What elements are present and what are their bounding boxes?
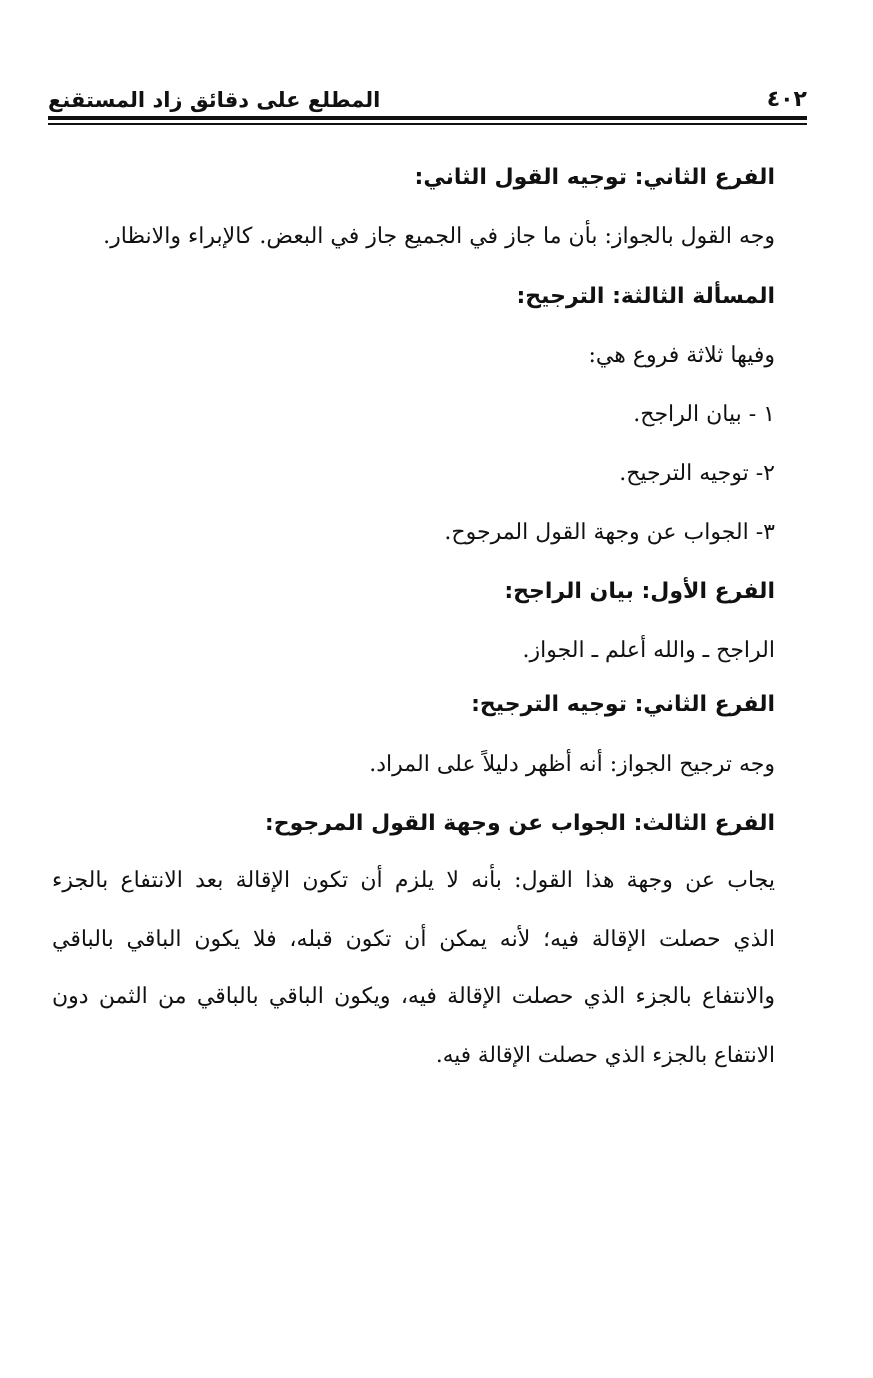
- page-number: ٤٠٢: [766, 87, 807, 112]
- page-header: [48, 78, 807, 112]
- subsection-heading: الفرع الأول: بيان الراجح:: [504, 579, 775, 604]
- running-title: المطلع على دقائق زاد المستقنع: [48, 88, 381, 112]
- section-heading: المسألة الثالثة: الترجيح:: [516, 284, 775, 309]
- subsection-heading: الفرع الثاني: توجيه الترجيح:: [471, 692, 775, 717]
- body-line: وجه ترجيح الجواز: أنه أظهر دليلاً على المراد.: [369, 752, 775, 777]
- subsection-heading: الفرع الثاني: توجيه القول الثاني:: [414, 165, 775, 190]
- header-rule-thin: [48, 123, 807, 125]
- list-item: ٢- توجيه الترجيح.: [619, 461, 775, 486]
- header-rule-thick: [48, 116, 807, 120]
- list-item: ٣- الجواب عن وجهة القول المرجوح.: [444, 520, 775, 545]
- subsection-heading: الفرع الثالث: الجواب عن وجهة القول المرجوح:: [264, 811, 775, 836]
- list-item: ١ - بيان الراجح.: [633, 402, 775, 427]
- body-line: الراجح ـ والله أعلم ـ الجواز.: [522, 638, 775, 663]
- body-line: الذي حصلت الإقالة فيه؛ لأنه يمكن أن تكون قبله، فلا يكون الباقي بالباقي: [52, 927, 775, 952]
- body-line: وجه القول بالجواز: بأن ما جاز في الجميع جاز في البعض. كالإبراء والانظار.: [103, 224, 775, 249]
- body-line: والانتفاع بالجزء الذي حصلت الإقالة فيه، ويكون الباقي بالباقي من الثمن دون: [52, 984, 775, 1009]
- body-line: الانتفاع بالجزء الذي حصلت الإقالة فيه.: [435, 1043, 775, 1068]
- body-line: وفيها ثلاثة فروع هي:: [588, 343, 775, 368]
- body-line: يجاب عن وجهة هذا القول: بأنه لا يلزم أن تكون الإقالة بعد الانتفاع بالجزء: [52, 868, 775, 893]
